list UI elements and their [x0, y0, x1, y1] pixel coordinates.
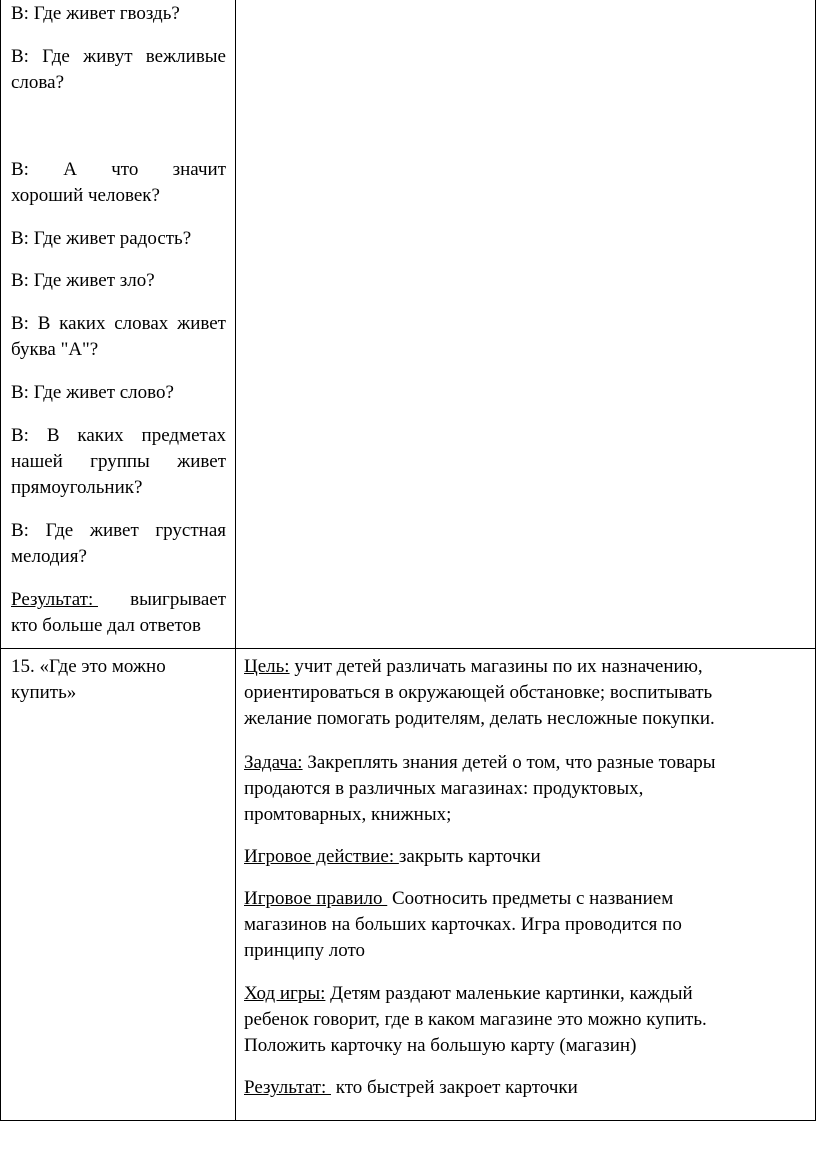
question-5: В: Где живет зло?	[11, 270, 155, 291]
question-8-line2: нашей группы живет	[11, 451, 226, 472]
question-2-line1: В: Где живут вежливые	[11, 46, 226, 67]
result-label: Результат:	[11, 589, 98, 610]
task-line3: промтоварных, книжных;	[244, 804, 452, 825]
rule-label: Игровое правило	[244, 888, 388, 909]
result-line2: кто больше дал ответов	[11, 615, 202, 636]
goal-line1: Цель: учит детей различать магазины по их назначению,	[244, 656, 703, 677]
question-9-line1: В: Где живет грустная	[11, 520, 226, 541]
goal-block	[244, 654, 805, 732]
question-1: В: Где живет гвоздь?	[11, 3, 180, 24]
question-9-line2: мелодия?	[11, 546, 87, 567]
game-title-line1: 15. «Где это можно	[11, 656, 166, 677]
result-line1	[11, 587, 226, 613]
question-8-line1: В: В каких предметах	[11, 425, 226, 446]
question-6-line1: В: В каких словах живет	[11, 313, 226, 334]
action-line: Игровое действие: закрыть карточки	[244, 846, 541, 867]
goal-line2: ориентироваться в окружающей обстановке; воспитывать	[244, 682, 713, 703]
action-label: Игровое действие:	[244, 846, 399, 867]
row1-left-cell	[1, 0, 236, 648]
question-8-line3: прямоугольник?	[11, 477, 143, 498]
rule-line3: принципу лото	[244, 940, 366, 961]
result-line: Результат: кто быстрей закроет карточки	[244, 1077, 578, 1098]
question-6-line2: буква "А"?	[11, 339, 99, 360]
task-line1: Задача: Закреплять знания детей о том, что разные товары	[244, 752, 716, 773]
question-2-line2: слова?	[11, 72, 65, 93]
task-line2: продаются в различных магазинах: продуктовых,	[244, 778, 644, 799]
table-border-bottom	[0, 1120, 816, 1121]
task-block	[244, 750, 805, 828]
question-7: В: Где живет слово?	[11, 382, 174, 403]
question-3-line2: хороший человек?	[11, 185, 160, 206]
course-block	[244, 981, 805, 1059]
question-3-line1: В: А что значит	[11, 159, 226, 180]
course-line1: Ход игры: Детям раздают маленькие картинки, каждый	[244, 983, 693, 1004]
result-text-line1: выигрывает	[130, 589, 226, 610]
result-block	[244, 1075, 805, 1101]
question-4: В: Где живет радость?	[11, 228, 192, 249]
action-block	[244, 844, 805, 870]
goal-line3: желание помогать родителям, делать несложные покупки.	[244, 708, 715, 729]
rule-line1: Игровое правило Соотносить предметы с названием	[244, 888, 674, 909]
result-label-2: Результат:	[244, 1077, 331, 1098]
course-line2: ребенок говорит, где в каком магазине это можно купить.	[244, 1009, 707, 1030]
course-line3: Положить карточку на большую карту (магазин)	[244, 1035, 637, 1056]
row2-left-cell	[1, 649, 236, 1120]
row2-right-cell	[236, 649, 815, 1120]
task-label: Задача:	[244, 752, 303, 773]
goal-label: Цель:	[244, 656, 290, 677]
course-label: Ход игры:	[244, 983, 326, 1004]
game-title-line2: купить»	[11, 682, 77, 703]
rule-block	[244, 886, 805, 964]
rule-line2: магазинов на больших карточках. Игра проводится по	[244, 914, 682, 935]
